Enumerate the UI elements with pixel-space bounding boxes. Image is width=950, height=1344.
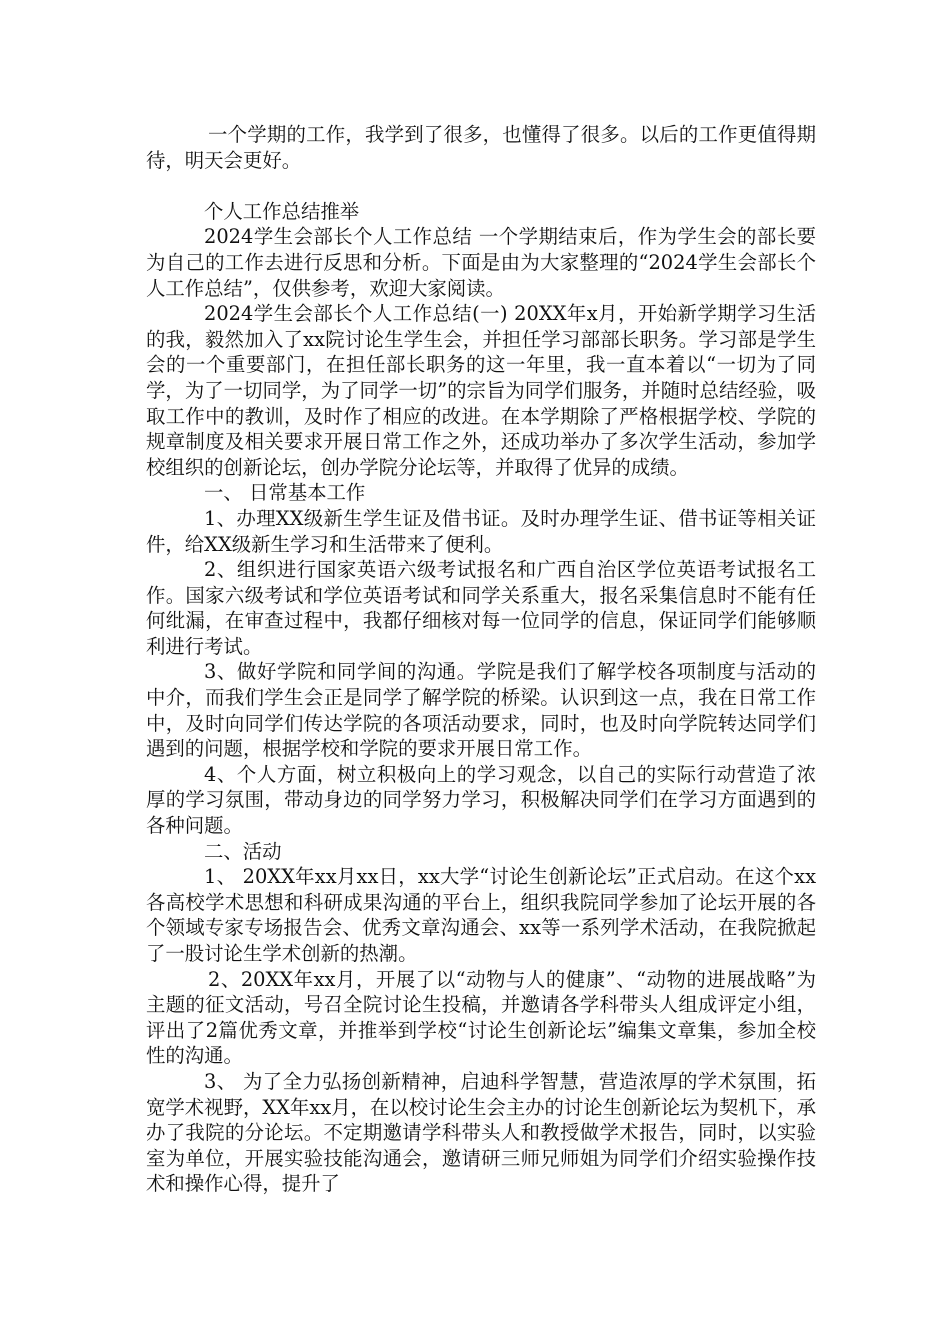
- summary-paragraph-one: 2024学生会部长个人工作总结(一) 20XX年x月，开始新学期学习生活的我，毅然加入了xx院讨论生学生会，并担任学习部部长职务。学习部是学生会的一个重要部门，在担任部长职务的这一年里，我一直本着以“一切为了同学，为了一切同学，为了同学一切”的宗旨为同学们服务，并随时总结经验，吸取工作中的教训，及时作了相应的改进。在本学期除了严格根据学校、学院的规章制度及相关要求开展日常工作之外，还成功举办了多次学生活动，参加学校组织的创新论坛，创办学院分论坛等，并取得了优异的成绩。: [146, 302, 816, 479]
- activity-item-1: 1、 20XX年xx月xx日，xx大学“讨论生创新论坛”正式启动。在这个xx各高校学术思想和科研成果沟通的平台上，组织我院同学参加了论坛开展的各个领域专家专场报告会、优秀文章沟通会、xx等一系列学术活动，在我院掀起了一股讨论生学术创新的热潮。: [146, 865, 816, 965]
- daily-work-item-4: 4、个人方面，树立积极向上的学习观念，以自己的实际行动营造了浓厚的学习氛围，带动身边的同学努力学习，积极解决同学们在学习方面遇到的各种问题。: [146, 762, 816, 838]
- activity-item-3: 3、 为了全力弘扬创新精神，启迪科学智慧，营造浓厚的学术氛围，拓宽学术视野，XX年xx月，在以校讨论生会主办的讨论生创新论坛为契机下，承办了我院的分论坛。不定期邀请学科带头人和教授做学术报告，同时，以实验室为单位，开展实验技能沟通会，邀请研三师兄师姐为同学们介绍实验操作技术和操作心得，提升了: [146, 1069, 816, 1196]
- daily-work-item-1: 1、办理XX级新生学生证及借书证。及时办理学生证、借书证等相关证件，给XX级新生学习和生活带来了便利。: [146, 506, 816, 556]
- section-heading-daily-work: 一、 日常基本工作: [204, 481, 366, 505]
- closing-paragraph: 一个学期的工作，我学到了很多，也懂得了很多。以后的工作更值得期待，明天会更好。: [146, 123, 816, 172]
- section-heading-activities: 二、活动: [204, 839, 282, 863]
- section-heading-recommendation: 个人工作总结推举: [204, 199, 360, 223]
- daily-work-item-2: 2、组织进行国家英语六级考试报名和广西自治区学位英语考试报名工作。国家六级考试和学位英语考试和同学关系重大，报名采集信息时不能有任何纰漏，在审查过程中，我都仔细核对每一位同学的信息，保证同学们能够顺利进行考试。: [146, 558, 816, 658]
- intro-paragraph: 2024学生会部长个人工作总结 一个学期结束后，作为学生会的部长要为自己的工作去进行反思和分析。下面是由为大家整理的“2024学生会部长个人工作总结”，仅供参考，欢迎大家阅读。: [146, 225, 816, 300]
- document-body: [146, 122, 816, 1197]
- daily-work-item-3: 3、做好学院和同学间的沟通。学院是我们了解学校各项制度与活动的中介，而我们学生会正是同学了解学院的桥梁。认识到这一点，我在日常工作中，及时向同学们传达学院的各项活动要求，同时，也及时向学院转达同学们遇到的问题，根据学校和学院的要求开展日常工作。: [146, 660, 816, 761]
- activity-item-2: 2、20XX年xx月，开展了以“动物与人的健康”、“动物的进展战略”为主题的征文活动，号召全院讨论生投稿，并邀请各学科带头人组成评定小组，评出了2篇优秀文章，并推举到学校“讨论生创新论坛”编集文章集，参加全校性的沟通。: [146, 967, 816, 1068]
